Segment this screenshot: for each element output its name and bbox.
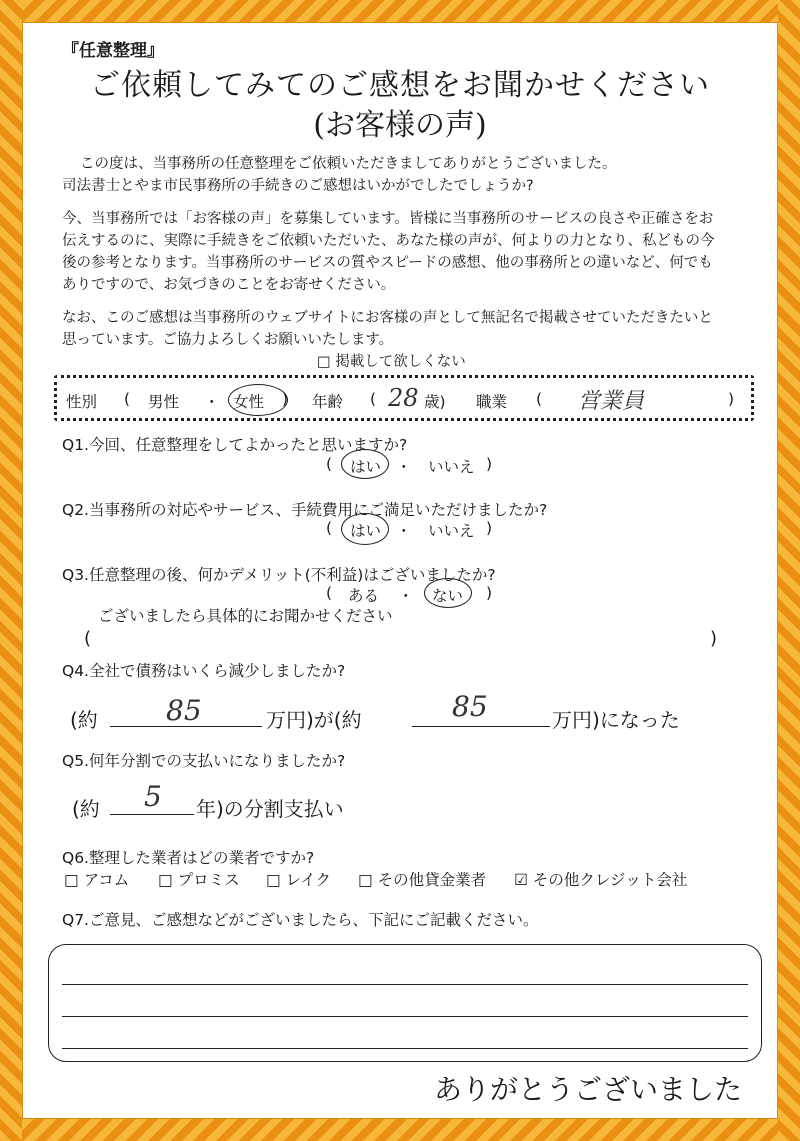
intro-line-1: この度は、当事務所の任意整理をご依頼いただきましてありがとうございました。 — [80, 156, 617, 172]
thanks-message: ありがとうございました — [433, 1073, 742, 1106]
q5-unit: 年)の分割支払い — [196, 797, 344, 821]
q3-no[interactable]: ない — [432, 587, 464, 605]
age-value[interactable]: 28 — [388, 384, 419, 412]
q1-yes[interactable]: はい — [350, 458, 382, 476]
q3-dot: ・ — [398, 587, 414, 605]
q3-question: Q3.任意整理の後、何かデメリット(不利益)はございましたか? — [62, 566, 496, 584]
q6-option-other-credit[interactable]: ☑ その他クレジット会社 — [514, 871, 688, 889]
q5-open: (約 — [72, 797, 100, 821]
q3-close: ) — [486, 584, 493, 602]
q2-yes[interactable]: はい — [350, 522, 382, 540]
job-label: 職業 — [476, 393, 508, 411]
comment-line-3 — [62, 1048, 748, 1049]
border-right — [778, 0, 800, 1141]
q5-value[interactable]: 5 — [144, 780, 162, 813]
gender-open: ( — [124, 390, 131, 408]
q3-no-circle-mark — [424, 578, 472, 608]
job-close: ) — [728, 390, 735, 408]
q1-dot: ・ — [396, 458, 412, 476]
q6-option-acom[interactable]: □ アコム — [64, 871, 130, 889]
age-open: ( — [370, 390, 377, 408]
female-circle-mark — [228, 384, 288, 416]
intro-line-5: 後の参考となります。当事務所のサービスの質やスピードの感想、他の事務所との違いなど、何でも — [62, 255, 713, 271]
intro-line-6: ありですので、お気づきのことをお寄せください。 — [62, 277, 396, 293]
document-tag: 『任意整理』 — [62, 41, 164, 61]
job-value[interactable]: 営業員 — [578, 389, 645, 414]
job-open: ( — [536, 390, 543, 408]
q4-before-value[interactable]: 85 — [166, 694, 202, 727]
q3-open: ( — [326, 584, 333, 602]
comment-line-2 — [62, 1016, 748, 1017]
comment-box[interactable] — [48, 944, 762, 1062]
intro-line-2: 司法書士とやま市民事務所の手続きのご感想はいかがでしたでしょうか? — [62, 178, 534, 194]
q1-close: ) — [486, 455, 493, 473]
q4-after-unit: 万円)になった — [552, 708, 680, 732]
q3-detail-open: ( — [84, 628, 92, 649]
q2-open: ( — [326, 519, 333, 537]
q6-option-lake[interactable]: □ レイク — [266, 871, 331, 889]
q2-close: ) — [486, 519, 493, 537]
q5-question: Q5.何年分割での支払いになりましたか? — [62, 752, 346, 770]
q2-dot: ・ — [396, 522, 412, 540]
q1-open: ( — [326, 455, 333, 473]
intro-line-3: 今、当事務所では「お客様の声」を募集しています。皆様に当事務所のサービスの良さや正確さをお — [62, 211, 714, 227]
gender-female[interactable]: 女性 — [233, 393, 265, 411]
age-label: 年齢 — [312, 393, 344, 411]
q1-question: Q1.今回、任意整理をしてよかったと思いますか? — [62, 436, 408, 454]
q2-no[interactable]: いいえ — [428, 522, 475, 540]
q2-question: Q2.当事務所の対応やサービス、手続費用にご満足いただけましたか? — [62, 501, 548, 519]
border-left — [0, 0, 22, 1141]
gender-dot: ・ — [204, 393, 220, 411]
gender-male[interactable]: 男性 — [148, 393, 180, 411]
comment-line-1 — [62, 984, 748, 985]
age-unit: 歳) — [424, 393, 446, 411]
q3-detail-close: ) — [710, 628, 718, 649]
no-publish-checkbox[interactable]: □ 掲載して欲しくない — [317, 354, 466, 370]
q3-yes[interactable]: ある — [348, 587, 380, 605]
gender-close: ) — [282, 390, 289, 408]
q6-question: Q6.整理した業者はどの業者ですか? — [62, 849, 315, 867]
q4-before-open: (約 — [70, 708, 98, 732]
page-subtitle: (お客様の声) — [313, 108, 487, 143]
intro-line-4: 伝えするのに、実際に手続きをご依頼いただいた、あなた様の声が、何よりの力となり、私どもの今 — [62, 233, 715, 249]
gender-label: 性別 — [66, 393, 98, 411]
border-bottom — [0, 1119, 800, 1141]
q6-option-promise[interactable]: □ プロミス — [158, 871, 240, 889]
q1-no[interactable]: いいえ — [428, 458, 475, 476]
intro-line-7: なお、このご感想は当事務所のウェブサイトにお客様の声として無記名で掲載させていただきたいと — [62, 310, 713, 326]
q3-detail-prompt: ございましたら具体的にお聞かせください — [98, 607, 393, 625]
page-title: ご依頼してみてのご感想をお聞かせください — [90, 68, 710, 103]
q1-yes-circle-mark — [341, 449, 389, 479]
q4-before-unit: 万円)が(約 — [266, 708, 362, 732]
q6-option-other-lender[interactable]: □ その他貸金業者 — [358, 871, 487, 889]
q4-question: Q4.全社で債務はいくら減少しましたか? — [62, 662, 346, 680]
q2-yes-circle-mark — [341, 513, 389, 545]
border-top — [0, 0, 800, 22]
intro-line-8: 思っています。ご協力よろしくお願いいたします。 — [62, 332, 394, 348]
q4-after-value[interactable]: 85 — [452, 690, 488, 723]
q7-question: Q7.ご意見、ご感想などがございましたら、下記にご記載ください。 — [62, 911, 539, 929]
